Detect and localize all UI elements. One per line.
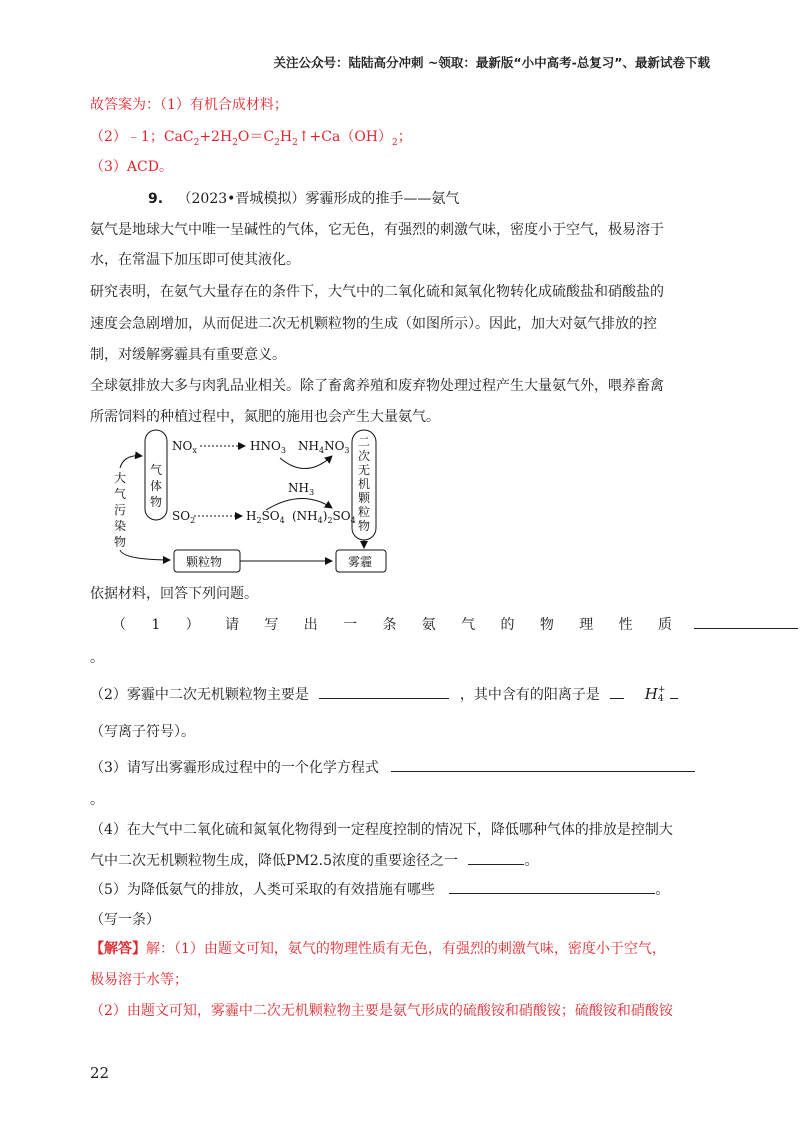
svg-text:机: 机 <box>358 477 371 491</box>
paragraph-1-line-2: 水，在常温下加压即可使其液化。 <box>90 252 300 268</box>
arrow-to-gas <box>120 456 142 468</box>
secondary-particle-label <box>358 435 371 533</box>
svg-text:二: 二 <box>358 435 371 449</box>
particle-label: 颗粒物 <box>186 555 223 569</box>
svg-text:染: 染 <box>114 519 127 533</box>
pollutant-label <box>114 470 126 549</box>
q3-end: 。 <box>90 792 104 808</box>
haze-formation-diagram <box>110 428 400 576</box>
paragraph-2-line-3: 制，对缓解雾霾具有重要意义。 <box>90 347 286 363</box>
paragraph-3-line-2: 所需饲料的种植过程中，氮肥的施用也会产生大量氨气。 <box>90 409 440 425</box>
paragraph-1-line-1: 氨气是地球大气中唯一呈碱性的气体，它无色，有强烈的刺激气味，密度小于空气，极易溶于 <box>90 222 664 238</box>
svg-text:污: 污 <box>114 503 127 517</box>
q1-blank[interactable] <box>694 614 798 629</box>
svg-text:次: 次 <box>358 449 371 463</box>
formula-nh4no3: $NH_4NO_3$ <box>298 439 350 455</box>
q1-line: （ 1 ） 请 写 出 一 条 氨 气 的 物 理 性 质 <box>112 617 672 633</box>
paragraph-3-line-1: 全球氨排放大多与肉乳品业相关。除了畜禽养殖和废弃物处理过程产生大量氨气外，喂养畜禽 <box>90 378 664 394</box>
q5-blank[interactable] <box>449 879 655 894</box>
arrow-to-particle <box>120 550 170 560</box>
page-number: 22 <box>90 1064 110 1082</box>
q2-blank-ion-post[interactable] <box>670 684 678 699</box>
q4-blank[interactable] <box>468 850 524 865</box>
formula-nh3: $NH_3$ <box>288 481 315 497</box>
q2-blank-particles[interactable] <box>319 684 449 699</box>
solution-line-3: （2）由题文可知，雾霾中二次无机颗粒物主要是氨气形成的硫酸铵和硝酸铵；硫酸铵和硝酸铵 <box>90 1003 673 1019</box>
sub-intro: 依据材料，回答下列问题。 <box>90 586 258 602</box>
formula-so2: $SO_2$ <box>172 509 196 525</box>
solution-line-2: 极易溶于水等； <box>90 972 188 988</box>
haze-label: 雾霾 <box>348 555 373 569</box>
formula-nox: $NO_x$ <box>172 439 197 455</box>
svg-text:气: 气 <box>114 487 127 501</box>
svg-text:物: 物 <box>358 519 371 533</box>
paragraph-2-line-1: 研究表明，在氨气大量存在的条件下，大气中的二氧化硫和氮氧化物转化成硫酸盐和硝酸盐的 <box>90 284 664 300</box>
q5-note: （写一条） <box>90 912 160 928</box>
answer-line-3: （3）ACD。 <box>90 159 173 175</box>
q2-line: （2）雾霾中二次无机颗粒物主要是 ，其中含有的阳离子是 H + 4 <box>90 684 678 705</box>
paragraph-2-line-2: 速度会急剧增加，从而促进二次无机颗粒物的生成（如图所示）。因此，加大对氨气排放的控 <box>90 316 657 332</box>
q2-note: （写离子符号）。 <box>90 724 195 740</box>
answer-line-2: （2）﹣1；$CaC_2+2H_2O=C_2H_2↑+Ca(OH)_2$； <box>90 129 412 148</box>
svg-text:颗: 颗 <box>358 491 371 505</box>
q2-ion: H + 4 <box>644 685 666 704</box>
svg-text:体: 体 <box>150 479 163 493</box>
svg-text:气: 气 <box>150 463 163 477</box>
svg-text:无: 无 <box>358 463 371 477</box>
solution-tag: 【解答】 <box>90 941 146 957</box>
q1-end: 。 <box>90 650 104 666</box>
q4-line-2: 气中二次无机颗粒物生成，降低PM2.5浓度的重要途径之一 。 <box>90 850 538 871</box>
q5-line: （5）为降低氨气的排放，人类可采取的有效措施有哪些 。 <box>90 879 669 900</box>
solution-line-1: 【解答】解：（1）由题文可知，氨气的物理性质有无色，有强烈的刺激气味，密度小于空气， <box>90 941 666 957</box>
page-header: 关注公众号：陆陆高分冲刺 ~领取：最新版“小中高考-总复习”、最新试卷下载 <box>273 55 710 70</box>
formula-h2so4: $H_2SO_4$ <box>246 509 285 525</box>
q4-line-1: （4）在大气中二氧化硫和氮氧化物得到一定程度控制的情况下，降低哪种气体的排放是控制大 <box>90 822 673 838</box>
formula-nh42so4: $(NH_4)_2SO_4$ <box>292 509 356 525</box>
answer-line-1: 故答案为：（1）有机合成材料； <box>90 97 288 113</box>
svg-text:大: 大 <box>114 471 127 485</box>
arrow-hno3-nh4no3 <box>280 456 332 469</box>
svg-text:粒: 粒 <box>358 505 371 519</box>
q3-line: （3）请写出雾霾形成过程中的一个化学方程式 <box>90 757 695 778</box>
gas-label <box>150 462 162 509</box>
formula-hno3: $HNO_3$ <box>250 439 286 455</box>
q3-blank[interactable] <box>391 757 695 772</box>
question-title: 9. （2023•晋城模拟）雾霾形成的推手——氨气 <box>148 191 460 207</box>
svg-text:物: 物 <box>150 495 163 509</box>
svg-text:物: 物 <box>114 535 127 549</box>
q2-blank-ion-pre[interactable] <box>610 684 624 699</box>
